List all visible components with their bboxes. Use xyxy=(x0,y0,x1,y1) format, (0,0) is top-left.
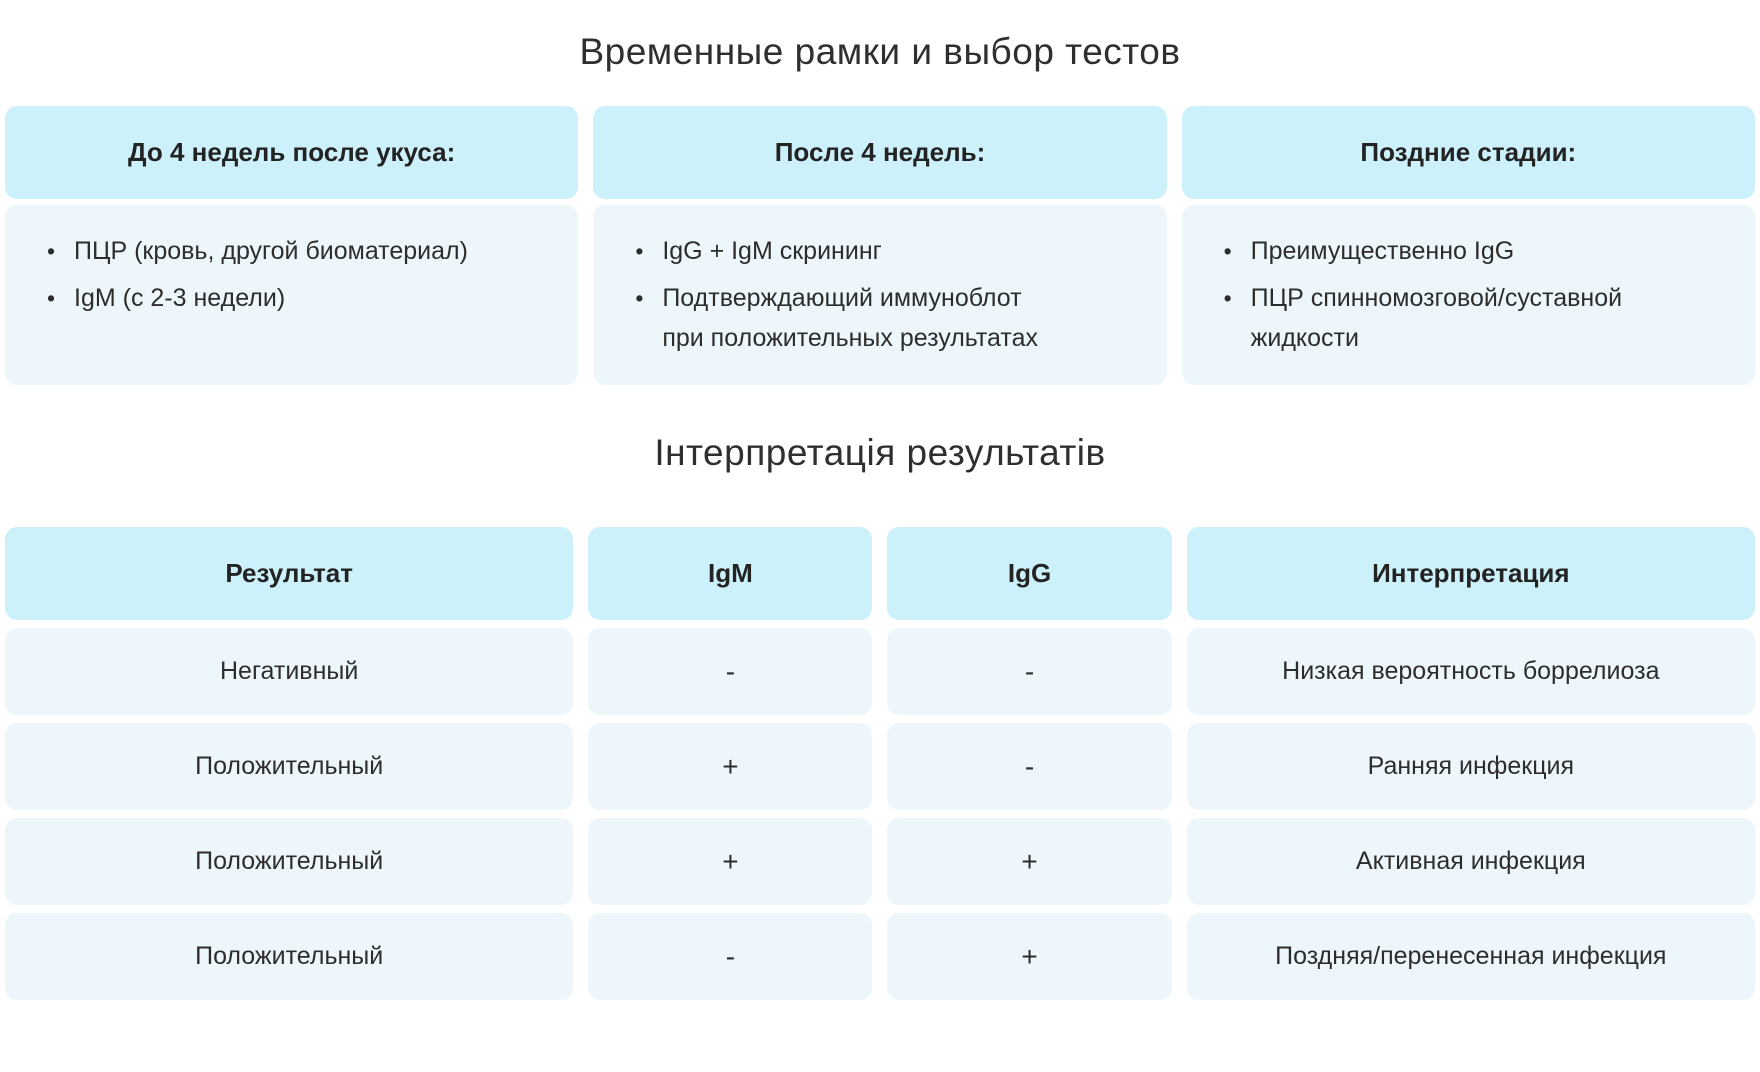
column-header-interpretation: Интерпретация xyxy=(1187,527,1755,620)
interpretation-table xyxy=(5,527,1755,1000)
bullet-icon: • xyxy=(1223,238,1232,264)
list-item xyxy=(47,278,554,318)
table-cell-igm: + xyxy=(588,723,872,810)
table-cell-igm: - xyxy=(588,913,872,1000)
table-cell-igg: + xyxy=(887,818,1171,905)
list-item xyxy=(1224,278,1731,358)
table-cell-result: Положительный xyxy=(5,818,573,905)
table-cell-interpretation: Поздняя/перенесенная инфекция xyxy=(1187,913,1755,1000)
list-item-text: Подтверждающий иммуноблот при положительных результатах xyxy=(662,284,1038,352)
table-cell-igm: + xyxy=(588,818,872,905)
table-cell-result: Негативный xyxy=(5,628,573,715)
test-list xyxy=(1224,231,1731,358)
list-item-text: ПЦР спинномозговой/суставной жидкости xyxy=(1250,284,1623,352)
table-cell-interpretation: Ранняя инфекция xyxy=(1187,723,1755,810)
timeline-body-after-4-weeks xyxy=(593,205,1166,385)
list-item-text: IgG + IgM скрининг xyxy=(662,237,882,265)
bullet-icon: • xyxy=(47,285,56,311)
table-cell-igg: + xyxy=(887,913,1171,1000)
table-cell-result: Положительный xyxy=(5,723,573,810)
table-cell-interpretation: Низкая вероятность боррелиоза xyxy=(1187,628,1755,715)
test-list xyxy=(47,231,554,318)
table-cell-result: Положительный xyxy=(5,913,573,1000)
column-header-igm: IgM xyxy=(588,527,872,620)
list-item-text: Преимущественно IgG xyxy=(1250,237,1515,265)
list-item xyxy=(47,231,554,271)
bullet-icon: • xyxy=(1223,285,1232,311)
bullet-icon: • xyxy=(47,238,56,264)
column-header-result: Результат xyxy=(5,527,573,620)
list-item-text: IgM (с 2-3 недели) xyxy=(74,284,286,312)
list-item xyxy=(1224,231,1731,271)
list-item xyxy=(635,278,1142,358)
list-item-text: ПЦР (кровь, другой биоматериал) xyxy=(74,237,468,265)
timeline-body-late-stages xyxy=(1182,205,1755,385)
table-cell-igm: - xyxy=(588,628,872,715)
timeline-section-title: Временные рамки и выбор тестов xyxy=(579,31,1181,72)
timeline-header-late-stages: Поздние стадии: xyxy=(1182,106,1755,199)
bullet-icon: • xyxy=(635,285,644,311)
test-list xyxy=(635,231,1142,358)
table-cell-igg: - xyxy=(887,723,1171,810)
table-cell-interpretation: Активная инфекция xyxy=(1187,818,1755,905)
bullet-icon: • xyxy=(635,238,644,264)
timeline-body-up-to-4-weeks xyxy=(5,205,578,385)
interpretation-section-title: Інтерпретація результатів xyxy=(654,432,1106,473)
table-cell-igg: - xyxy=(887,628,1171,715)
timeline-header-up-to-4-weeks: До 4 недель после укуса: xyxy=(5,106,578,199)
timeline-header-after-4-weeks: После 4 недель: xyxy=(593,106,1166,199)
timeline-grid xyxy=(5,106,1755,385)
list-item xyxy=(635,231,1142,271)
column-header-igg: IgG xyxy=(887,527,1171,620)
